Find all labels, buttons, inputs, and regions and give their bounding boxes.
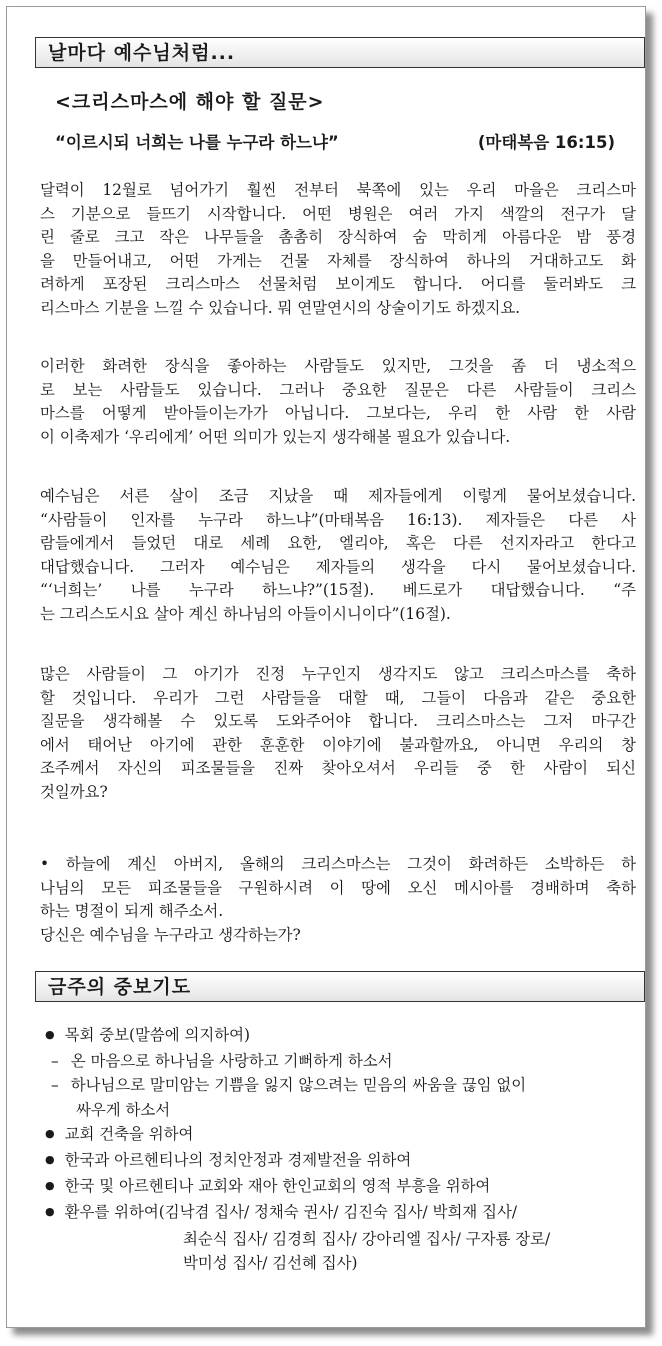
- prayer-list: [45, 1023, 645, 1275]
- text-line: 할 것입니다. 우리가 그런 사람들을 대할 때, 그들이 다음과 같은 중요한: [40, 688, 636, 707]
- list-item-continued: 최순식 집사/ 김경희 집사/ 강아리엘 집사/ 구자룡 장로/: [183, 1229, 551, 1248]
- text-line: 려하게 포장된 크리스마스 선물처럼 보이게도 합니다. 어디를 둘러봐도 크: [40, 275, 636, 294]
- text-line: 스 기분으로 들뜨기 시작합니다. 어떤 병원은 여러 가지 색깔의 전구가 달: [40, 204, 636, 223]
- prayer-header-title: 금주의 중보기도: [48, 976, 192, 998]
- text-line: 많은 사람들이 그 아기가 진정 누구인지 생각지도 않고 크리스마스를 축하: [40, 665, 636, 683]
- text-line: 로 보는 사람들도 있습니다. 그러나 중요한 질문은 다른 사람들이 크리스: [40, 380, 636, 399]
- text-line: 조주께서 자신의 피조물들을 진짜 찾아오셔서 우리들 중 한 사람이 되신: [40, 759, 636, 778]
- text-line: 하는 명절이 되게 해주소서.: [40, 902, 224, 921]
- text-line: • 하늘에 계신 아버지, 올해의 크리스마스는 그것이 화려하든 소박하든 하: [40, 855, 636, 873]
- devotion-subtitle: <크리스마스에 해야 할 질문>: [55, 91, 325, 113]
- text-line: 람들에게서 들었던 대로 세례 요한, 엘리야, 혹은 다른 선지자라고 한다고: [40, 534, 636, 553]
- text-line: 린 줄로 크고 작은 나무들을 촘촘히 장식하여 숨 막히게 아름다운 밤 풍경: [40, 228, 636, 247]
- list-subitem-continued: 싸우게 하소서: [76, 1100, 171, 1119]
- list-subitem: – 하나님으로 말미암는 기쁨을 잃지 않으려는 믿음의 싸움을 끊임 없이: [51, 1076, 527, 1095]
- text-line: 이 이축제가 ‘우리에게’ 어떤 의미가 있는지 생각해볼 필요가 있습니다.: [40, 427, 511, 446]
- text-line: 예수님은 서른 살이 조금 지났을 때 제자들에게 이렇게 물어보셨습니다.: [40, 487, 636, 505]
- text-line: 질문을 생각해볼 수 있도록 도와주어야 합니다. 크리스마스는 그저 마구간: [40, 712, 636, 731]
- text-line: 이러한 화려한 장식을 좋아하는 사람들도 있지만, 그것을 좀 더 냉소적으: [40, 357, 636, 375]
- list-item: ● 한국 및 아르헨티나 교회와 재아 한인교회의 영적 부흥을 위하여: [45, 1174, 645, 1200]
- list-item: ● 교회 건축을 위하여: [45, 1122, 645, 1148]
- text-line: 을 만들어내고, 어떤 가게는 건물 자체를 장식하여 하나의 거대하고도 화: [40, 251, 636, 270]
- list-item: ● 목회 중보(말씀에 의지하여): [45, 1023, 645, 1049]
- paragraph-2: [40, 355, 636, 449]
- list-subitem: – 온 마음으로 하나님을 사랑하고 기뻐하게 하소서: [51, 1052, 393, 1071]
- text-line: “‘너희는’ 나를 누구라 하느냐?”(15절). 베드로가 대답했습니다. “주: [40, 581, 636, 600]
- prayer-header: [35, 971, 645, 1002]
- text-line: 당신은 예수님을 누구라고 생각하는가?: [40, 925, 301, 944]
- text-line: 대답했습니다. 그러자 예수님은 제자들의 생각을 다시 물어보셨습니다.: [40, 557, 636, 576]
- paragraph-1: [40, 179, 636, 321]
- text-line: 달력이 12월로 넘어가기 훨씬 전부터 북쪽에 있는 우리 마을은 크리스마: [40, 181, 636, 199]
- list-item: ● 한국과 아르헨티나의 정치안정과 경제발전을 위하여: [45, 1148, 645, 1174]
- devotion-header-title: 날마다 예수님처럼...: [48, 42, 236, 64]
- text-line: 것일까요?: [40, 782, 108, 801]
- verse-quote: “이르시되 너희는 나를 누구라 하느냐”: [55, 133, 339, 152]
- text-line: 마스를 어떻게 받아들이는가가 아닙니다. 그보다는, 우리 한 사람 한 사람: [40, 404, 636, 423]
- text-line: “사람들이 인자를 누구라 하느냐”(마태복음 16:13). 제자들은 다른 사: [40, 510, 636, 529]
- text-line: 는 그리스도시요 살아 계신 하나님의 아들이시니이다”(16절).: [40, 604, 451, 623]
- text-line: 리스마스 기분을 느낄 수 있습니다. 뭐 연말연시의 상술이기도 하겠지요.: [40, 298, 521, 317]
- bulletin-page: [6, 6, 646, 1328]
- paragraph-4: [40, 663, 636, 805]
- paragraph-3: [40, 485, 636, 627]
- list-item: ● 환우를 위하여(김낙겸 집사/ 정채숙 권사/ 김진숙 집사/ 박희재 집사/: [45, 1200, 645, 1226]
- text-line: 나님의 모든 피조물들을 구원하시려 이 땅에 오신 메시아를 경배하며 축하: [40, 878, 636, 897]
- devotion-header: [35, 37, 645, 68]
- list-item-continued: 박미성 집사/ 김선혜 집사): [183, 1253, 358, 1272]
- verse-reference: (마태복음 16:15): [477, 133, 615, 152]
- paragraph-prayer-note: [40, 853, 636, 947]
- text-line: 에서 태어난 아기에 관한 훈훈한 이야기에 불과할까요, 아니면 우리의 창: [40, 735, 636, 754]
